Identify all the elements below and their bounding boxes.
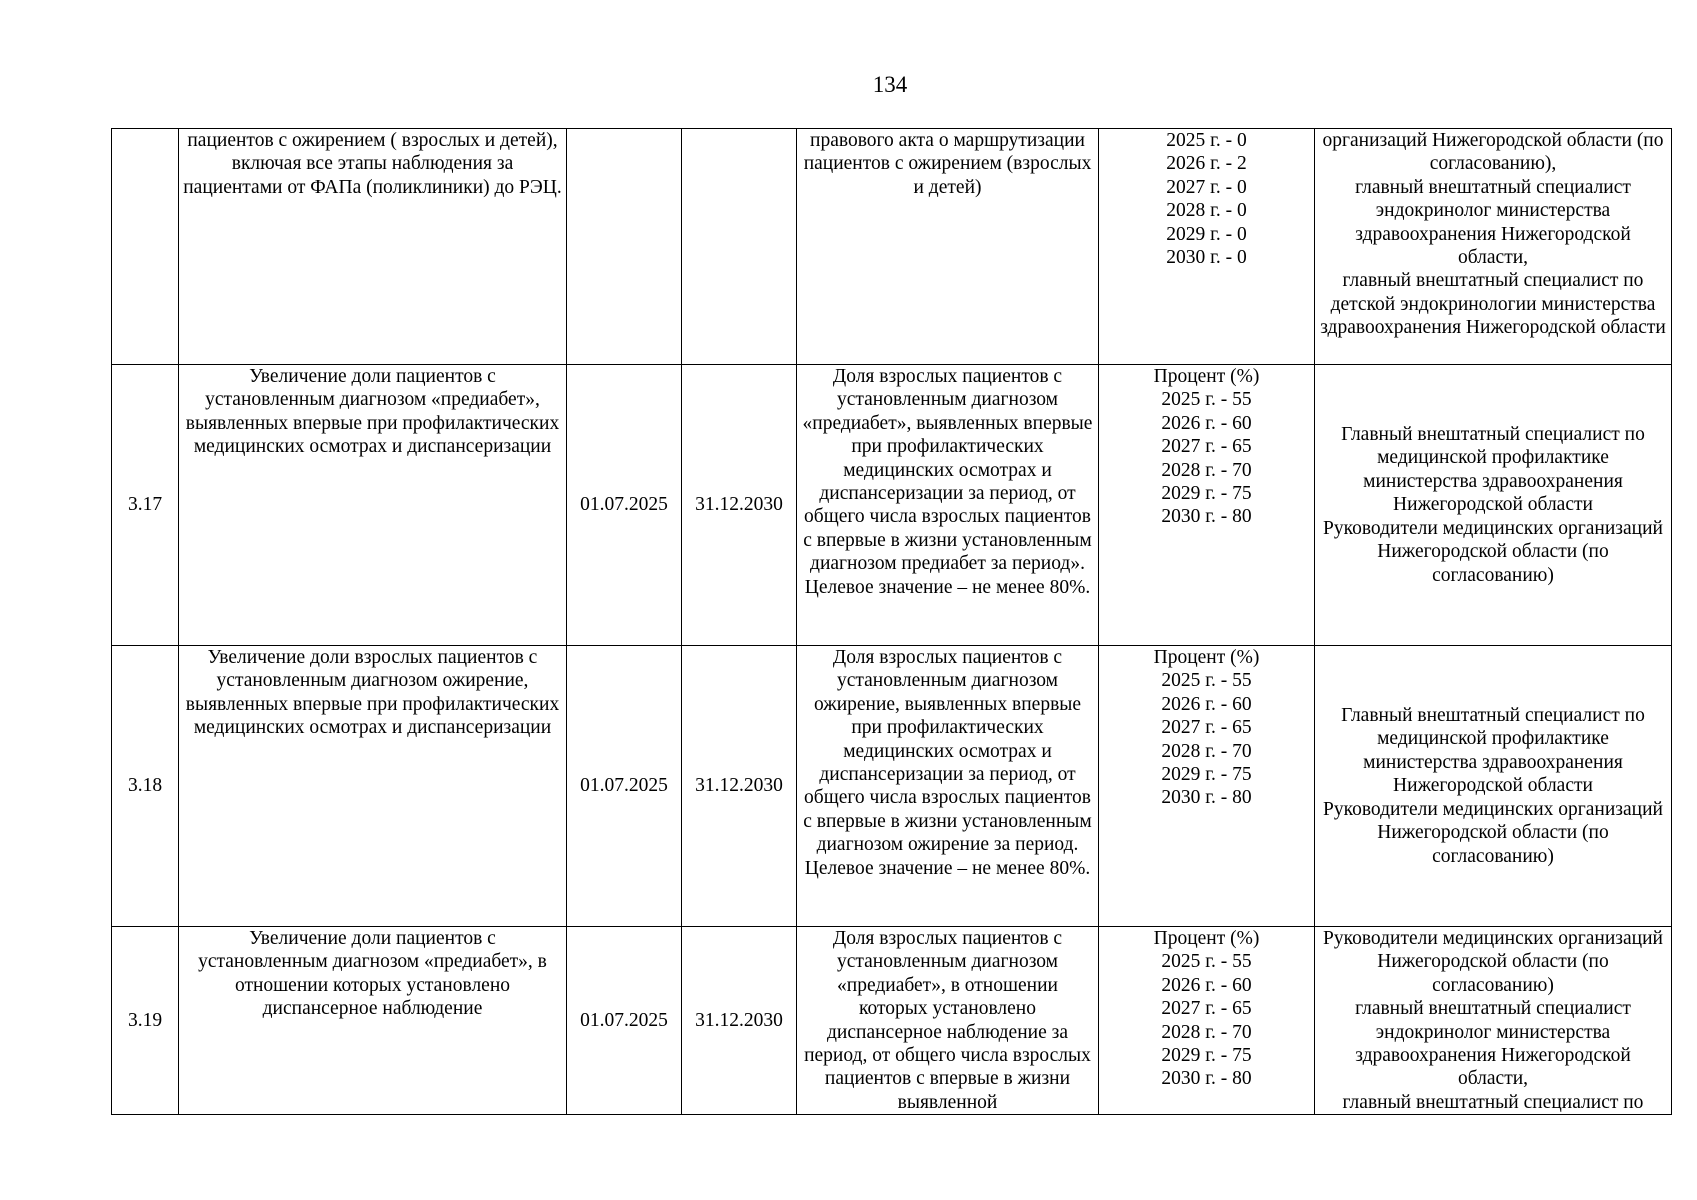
row-number: 3.18 (112, 646, 179, 927)
measures-table (111, 128, 1672, 1115)
measure-name: Увеличение доли пациентов с установленным диагнозом «предиабет», выявленных впервые при профилактических медицинских осмотрах и диспансеризации (179, 365, 567, 646)
indicator-description: правового акта о маршрутизации пациентов с ожирением (взрослых и детей) (797, 129, 1099, 365)
measure-name: пациентов с ожирением ( взрослых и детей), включая все этапы наблюдения за пациентами от ФАПа (поликлиники) до РЭЦ. (179, 129, 567, 365)
end-date: 31.12.2030 (682, 365, 797, 646)
row-number: 3.19 (112, 927, 179, 1115)
end-date: 31.12.2030 (682, 646, 797, 927)
responsible-persons: Главный внештатный специалист по медицинской профилактике министерства здравоохранения Нижегородской области Руководители медицинских организаций Нижегородской области (по согласованию) (1315, 646, 1672, 927)
target-values: Процент (%) 2025 г. - 55 2026 г. - 60 2027 г. - 65 2028 г. - 70 2029 г. - 75 2030 г. - 80 (1099, 646, 1315, 927)
indicator-description: Доля взрослых пациентов с установленным диагнозом «предиабет», в отношении которых установлено диспансерное наблюдение за период, от общего числа взрослых пациентов с впервые в жизни выявленной (797, 927, 1099, 1115)
measure-name: Увеличение доли пациентов с установленным диагнозом «предиабет», в отношении которых установлено диспансерное наблюдение (179, 927, 567, 1115)
end-date: 31.12.2030 (682, 927, 797, 1115)
start-date: 01.07.2025 (567, 646, 682, 927)
measure-name: Увеличение доли взрослых пациентов с установленным диагнозом ожирение, выявленных впервые при профилактических медицинских осмотрах и диспансеризации (179, 646, 567, 927)
row-number: 3.17 (112, 365, 179, 646)
page-number: 134 (872, 72, 908, 97)
target-values: 2025 г. - 0 2026 г. - 2 2027 г. - 0 2028 г. - 0 2029 г. - 0 2030 г. - 0 (1099, 129, 1315, 365)
table-row (112, 646, 1672, 927)
start-date: 01.07.2025 (567, 365, 682, 646)
end-date (682, 129, 797, 365)
start-date: 01.07.2025 (567, 927, 682, 1115)
table-row (112, 129, 1672, 365)
target-values: Процент (%) 2025 г. - 55 2026 г. - 60 2027 г. - 65 2028 г. - 70 2029 г. - 75 2030 г. - 80 (1099, 927, 1315, 1115)
indicator-description: Доля взрослых пациентов с установленным диагнозом «предиабет», выявленных впервые при профилактических медицинских осмотрах и диспансеризации за период, от общего числа взрослых пациентов с впервые в жизни установленным диагнозом предиабет за период». Целевое значение – не менее 80%. (797, 365, 1099, 646)
responsible-persons: Главный внештатный специалист по медицинской профилактике министерства здравоохранения Нижегородской области Руководители медицинских организаций Нижегородской области (по согласованию) (1315, 365, 1672, 646)
responsible-persons: организаций Нижегородской области (по согласованию), главный внештатный специалист эндокринолог министерства здравоохранения Нижегородской области, главный внештатный специалист по детской эндокринологии министерства здравоохранения Нижегородской области (1315, 129, 1672, 365)
row-number (112, 129, 179, 365)
table-row (112, 927, 1672, 1115)
responsible-persons: Руководители медицинских организаций Нижегородской области (по согласованию) главный внештатный специалист эндокринолог министерства здравоохранения Нижегородской области, главный внештатный специалист по (1315, 927, 1672, 1115)
target-values: Процент (%) 2025 г. - 55 2026 г. - 60 2027 г. - 65 2028 г. - 70 2029 г. - 75 2030 г. - 80 (1099, 365, 1315, 646)
table-row (112, 365, 1672, 646)
start-date (567, 129, 682, 365)
indicator-description: Доля взрослых пациентов с установленным диагнозом ожирение, выявленных впервые при профилактических медицинских осмотрах и диспансеризации за период, от общего числа взрослых пациентов с впервые в жизни установленным диагнозом ожирение за период. Целевое значение – не менее 80%. (797, 646, 1099, 927)
